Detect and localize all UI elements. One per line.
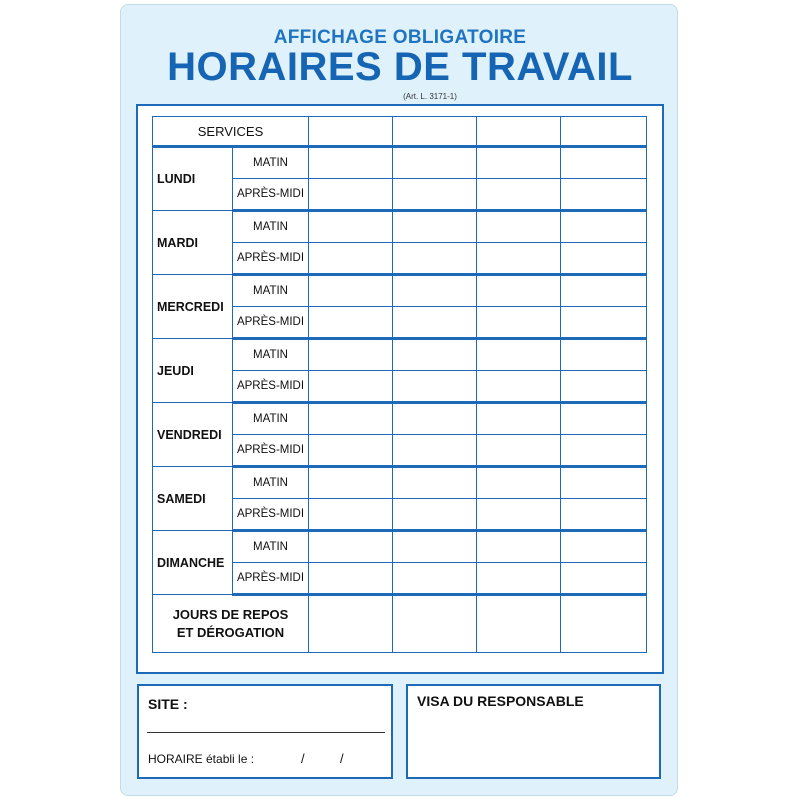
schedule-cell[interactable] [561, 531, 647, 563]
morning-label: MATIN [233, 147, 309, 179]
schedule-body [153, 117, 647, 653]
schedule-cell[interactable] [309, 435, 393, 467]
rest-days-row [153, 595, 647, 653]
schedule-cell[interactable] [561, 179, 647, 211]
afternoon-label: APRÈS-MIDI [233, 499, 309, 531]
service-column-header[interactable] [477, 117, 561, 147]
poster-header [121, 5, 679, 105]
rest-days-cell[interactable] [477, 595, 561, 653]
date-separator: / [301, 751, 305, 766]
day-row-morning [153, 211, 647, 243]
schedule-cell[interactable] [477, 339, 561, 371]
schedule-cell[interactable] [393, 179, 477, 211]
day-row-morning [153, 339, 647, 371]
schedule-cell[interactable] [477, 147, 561, 179]
day-row-morning [153, 467, 647, 499]
schedule-cell[interactable] [561, 403, 647, 435]
day-row-morning [153, 403, 647, 435]
schedule-cell[interactable] [477, 371, 561, 403]
schedule-cell[interactable] [477, 211, 561, 243]
schedule-cell[interactable] [309, 243, 393, 275]
schedule-cell[interactable] [477, 403, 561, 435]
service-column-header[interactable] [561, 117, 647, 147]
rest-days-cell[interactable] [309, 595, 393, 653]
afternoon-label: APRÈS-MIDI [233, 563, 309, 595]
schedule-cell[interactable] [309, 339, 393, 371]
schedule-cell[interactable] [309, 307, 393, 339]
schedule-cell[interactable] [477, 499, 561, 531]
schedule-cell[interactable] [393, 339, 477, 371]
schedule-cell[interactable] [477, 531, 561, 563]
schedule-cell[interactable] [561, 147, 647, 179]
schedule-cell[interactable] [393, 147, 477, 179]
schedule-cell[interactable] [309, 211, 393, 243]
schedule-cell[interactable] [393, 211, 477, 243]
schedule-cell[interactable] [561, 275, 647, 307]
schedule-cell[interactable] [561, 499, 647, 531]
schedule-cell[interactable] [561, 563, 647, 595]
schedule-cell[interactable] [309, 467, 393, 499]
morning-label: MATIN [233, 467, 309, 499]
schedule-cell[interactable] [477, 243, 561, 275]
afternoon-label: APRÈS-MIDI [233, 243, 309, 275]
morning-label: MATIN [233, 211, 309, 243]
morning-label: MATIN [233, 275, 309, 307]
schedule-cell[interactable] [477, 275, 561, 307]
services-header-row [153, 117, 647, 147]
day-label: LUNDI [153, 147, 233, 211]
rest-days-label [153, 595, 309, 653]
day-label: VENDREDI [153, 403, 233, 467]
service-column-header[interactable] [393, 117, 477, 147]
day-label: DIMANCHE [153, 531, 233, 595]
schedule-cell[interactable] [477, 563, 561, 595]
day-row-morning [153, 275, 647, 307]
schedule-table [152, 116, 647, 653]
morning-label: MATIN [233, 531, 309, 563]
schedule-cell[interactable] [393, 243, 477, 275]
afternoon-label: APRÈS-MIDI [233, 435, 309, 467]
schedule-cell[interactable] [393, 435, 477, 467]
morning-label: MATIN [233, 403, 309, 435]
schedule-cell[interactable] [561, 467, 647, 499]
rest-days-label-line2: ET DÉROGATION [176, 625, 285, 640]
schedule-cell[interactable] [393, 563, 477, 595]
afternoon-label: APRÈS-MIDI [233, 307, 309, 339]
morning-label: MATIN [233, 339, 309, 371]
service-column-header[interactable] [309, 117, 393, 147]
poster-title: HORAIRES DE TRAVAIL [167, 45, 633, 89]
services-header: SERVICES [153, 117, 309, 147]
schedule-cell[interactable] [393, 371, 477, 403]
day-row-morning [153, 531, 647, 563]
schedule-cell[interactable] [393, 307, 477, 339]
site-box [137, 684, 393, 779]
day-label: MERCREDI [153, 275, 233, 339]
afternoon-label: APRÈS-MIDI [233, 179, 309, 211]
schedule-cell[interactable] [561, 307, 647, 339]
visa-label: VISA DU RESPONSABLE [417, 693, 584, 709]
day-label: MARDI [153, 211, 233, 275]
visa-box[interactable] [406, 684, 661, 779]
site-label: SITE : [148, 696, 188, 712]
rest-days-cell[interactable] [561, 595, 647, 653]
schedule-cell[interactable] [309, 403, 393, 435]
law-reference: (Art. L. 3171-1) [403, 92, 457, 101]
schedule-cell[interactable] [561, 211, 647, 243]
day-label: JEUDI [153, 339, 233, 403]
schedule-cell[interactable] [393, 531, 477, 563]
schedule-cell[interactable] [309, 275, 393, 307]
rest-days-label-line1: JOURS DE REPOS [172, 607, 289, 622]
schedule-cell[interactable] [477, 307, 561, 339]
poster-subtitle: AFFICHAGE OBLIGATOIRE [273, 27, 527, 48]
schedule-cell[interactable] [309, 371, 393, 403]
schedule-cell[interactable] [309, 531, 393, 563]
schedule-cell[interactable] [477, 179, 561, 211]
schedule-cell[interactable] [561, 339, 647, 371]
horaire-date-label: HORAIRE établi le : [148, 752, 255, 766]
schedule-cell[interactable] [393, 467, 477, 499]
schedule-cell[interactable] [309, 499, 393, 531]
schedule-cell[interactable] [477, 435, 561, 467]
afternoon-label: APRÈS-MIDI [233, 371, 309, 403]
site-input-line[interactable] [147, 732, 385, 733]
schedule-cell[interactable] [309, 179, 393, 211]
schedule-cell[interactable] [309, 563, 393, 595]
schedule-cell[interactable] [309, 147, 393, 179]
date-separator: / [340, 751, 344, 766]
schedule-cell[interactable] [393, 499, 477, 531]
schedule-cell[interactable] [561, 435, 647, 467]
day-label: SAMEDI [153, 467, 233, 531]
schedule-cell[interactable] [561, 243, 647, 275]
schedule-cell[interactable] [561, 371, 647, 403]
schedule-cell[interactable] [477, 467, 561, 499]
schedule-cell[interactable] [393, 403, 477, 435]
schedule-cell[interactable] [393, 275, 477, 307]
rest-days-cell[interactable] [393, 595, 477, 653]
day-row-morning [153, 147, 647, 179]
